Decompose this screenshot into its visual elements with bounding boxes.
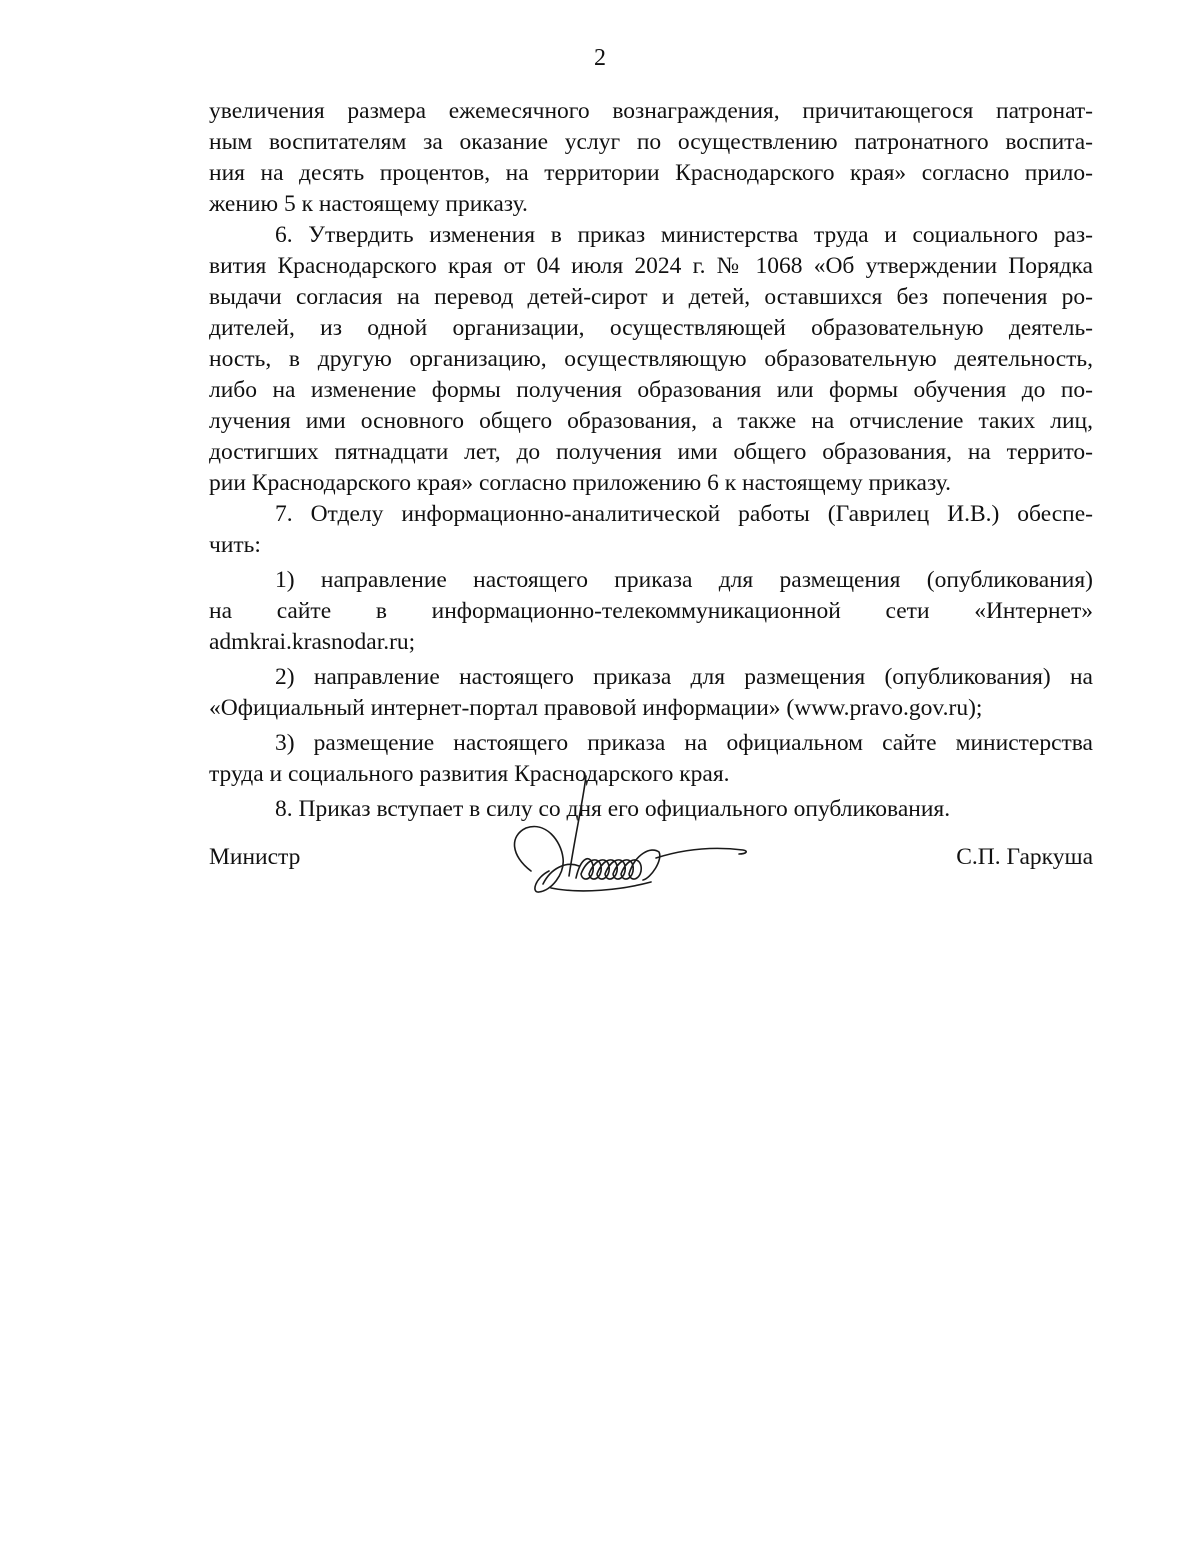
page-number: 2 xyxy=(594,45,606,71)
text-line: лучения ими основного общего образования, а также на отчисление таких лиц, xyxy=(209,408,1093,434)
text-line: ность, в другую организацию, осуществляющую образовательную деятельность, xyxy=(209,346,1093,372)
text-line: admkrai.krasnodar.ru; xyxy=(209,629,416,655)
text-line: жению 5 к настоящему приказу. xyxy=(209,191,528,217)
text-line: на сайте в информационно-телекоммуникационной сети «Интернет» xyxy=(209,598,1093,624)
document-body xyxy=(209,96,1093,825)
text-line: труда и социального развития Краснодарского края. xyxy=(209,761,730,787)
text-line: либо на изменение формы получения образования или формы обучения до по- xyxy=(209,377,1093,403)
text-line: «Официальный интернет-портал правовой информации» (www.pravo.gov.ru); xyxy=(209,695,983,721)
text-line: вития Краснодарского края от 04 июля 2024 г. № 1068 «Об утверждении Порядка xyxy=(209,253,1093,279)
text-line: 8. Приказ вступает в силу со дня его официального опубликования. xyxy=(275,796,951,822)
text-line: рии Краснодарского края» согласно приложению 6 к настоящему приказу. xyxy=(209,470,952,496)
text-line: 2) направление настоящего приказа для размещения (опубликования) на xyxy=(275,664,1093,690)
text-line: 1) направление настоящего приказа для размещения (опубликования) xyxy=(275,567,1093,593)
text-line: 7. Отделу информационно-аналитической работы (Гаврилец И.В.) обеспе- xyxy=(275,501,1093,527)
text-line: дителей, из одной организации, осуществляющей образовательную деятель- xyxy=(209,315,1093,341)
text-line: выдачи согласия на перевод детей-сирот и детей, оставшихся без попечения ро- xyxy=(209,284,1093,310)
signatory-name: С.П. Гаркуша xyxy=(956,844,1093,870)
text-line: ным воспитателям за оказание услуг по осуществлению патронатного воспита- xyxy=(209,129,1093,155)
text-line: увеличения размера ежемесячного вознаграждения, причитающегося патронат- xyxy=(209,98,1093,124)
text-line: достигших пятнадцати лет, до получения ими общего образования, на террито- xyxy=(209,439,1093,465)
handwritten-signature xyxy=(491,766,761,916)
text-line: 3) размещение настоящего приказа на официальном сайте министерства xyxy=(275,730,1093,756)
text-line: чить: xyxy=(209,532,261,558)
signature-block xyxy=(209,836,1093,896)
text-line: ния на десять процентов, на территории Краснодарского края» согласно прило- xyxy=(209,160,1093,186)
signatory-title: Министр xyxy=(209,844,301,870)
text-line: 6. Утвердить изменения в приказ министерства труда и социального раз- xyxy=(275,222,1093,248)
